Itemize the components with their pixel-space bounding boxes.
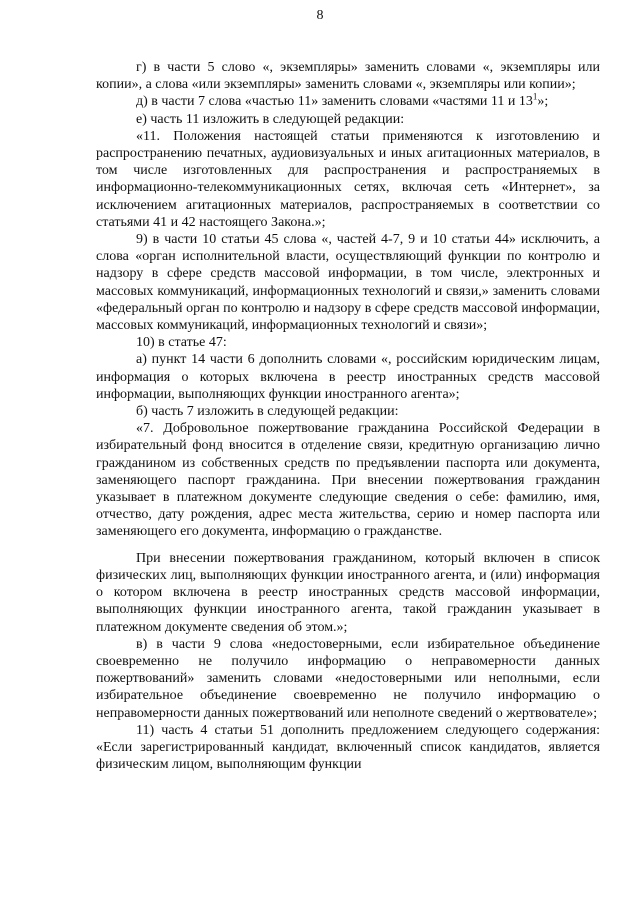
document-body bbox=[96, 59, 600, 773]
page-number: 8 bbox=[316, 8, 324, 23]
paragraph: а) пункт 14 части 6 дополнить словами «, российским юридическим лицам, информация о которых включена в реестр иностранных средств массовой информации, выполняющих функции иностранного агента»; bbox=[96, 352, 600, 402]
paragraph: «11. Положения настоящей статьи применяются к изготовлению и распространению печатных, аудиовизуальных и иных агитационных материалов, в том числе изготовленных для распространения и распространяемых в информационно-телекоммуникационных сетях, включая сеть «Интернет», за исключением агитационных материалов, распространяемых в соответствии со статьями 41 и 42 настоящего Закона.»; bbox=[96, 128, 600, 230]
paragraph: 9) в части 10 статьи 45 слова «, частей 4-7, 9 и 10 статьи 44» исключить, а слова «орган исполнительной власти, осуществляющий функции по контролю и надзору в сфере средств массовой информации, в том числе, электронных и массовых коммуникаций, информационных технологий и связи,» заменить словами «федеральный орган по контролю и надзору в сфере средств массовой информации, массовых коммуникаций, информационных технологий и связи»; bbox=[96, 232, 600, 334]
paragraph: «7. Добровольное пожертвование гражданина Российской Федерации в избирательный фонд вносится в отделение связи, кредитную организацию лично гражданином из собственных средств по предъявлении паспорта или документа, заменяющего паспорт гражданина. При внесении пожертвования гражданин указывает в платежном документе следующие сведения о себе: фамилию, имя, отчество, дату рождения, адрес места жительства, серию и номер паспорта или заменяющего его документа, информацию о гражданстве. bbox=[96, 421, 600, 540]
superscript: 1 bbox=[532, 91, 538, 102]
paragraph: 11) часть 4 статьи 51 дополнить предложением следующего содержания: «Если зарегистрированный кандидат, включенный список кандидатов, является физическим лицом, выполняющим функции bbox=[96, 722, 600, 773]
paragraph: 10) в статье 47: bbox=[136, 335, 227, 351]
paragraph bbox=[96, 93, 600, 110]
paragraph-text: д) в части 7 слова «частью 11» заменить словами «частями 11 и 13 bbox=[136, 94, 533, 110]
paragraph: в) в части 9 слова «недостоверными, если избирательное объединение своевременно не получило информацию о неправомерности данных пожертвований» заменить словами «недостоверными или неполными, если избирательное объединение своевременно не получило информацию о неправомерности данных пожертвований или неполноте сведений о жертвователе»; bbox=[96, 636, 600, 721]
paragraph: При внесении пожертвования гражданином, который включен в список физических лиц, выполняющих функции иностранного агента, и (или) информация о котором включена в реестр иностранных средств массовой информации, выполняющих функции иностранного агента, такой гражданин указывает в платежном документе сведения об этом.»; bbox=[96, 550, 600, 635]
paragraph: е) часть 11 изложить в следующей редакции: bbox=[136, 111, 405, 127]
paragraph: г) в части 5 слово «, экземпляры» заменить словами «, экземпляры или копии», а слова «или экземпляры» заменить словами «, экземпляры или копии»; bbox=[96, 60, 600, 93]
paragraph: б) часть 7 изложить в следующей редакции: bbox=[136, 404, 399, 420]
paragraph-tail: »; bbox=[537, 94, 549, 110]
